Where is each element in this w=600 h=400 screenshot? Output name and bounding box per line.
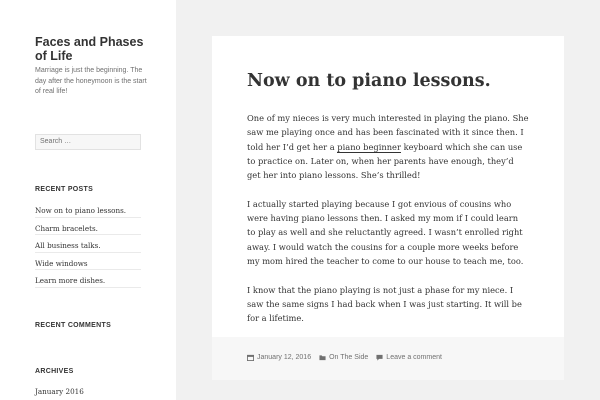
post-footer <box>212 337 564 380</box>
list-item <box>35 200 141 218</box>
piano-beginner-link[interactable]: piano beginner <box>337 141 401 152</box>
post-paragraph: I actually started playing because I got envious of cousins who were having piano lessons then. I asked my mom if I could learn to play as well and she reluctantly agreed. I wasn’t enrolled right away. I would watch the cousins for a couple more weeks before my mom hired the teacher to come to our house to teach me, too. <box>247 198 524 266</box>
leave-comment: Leave a comment <box>386 354 442 361</box>
sidebar <box>0 0 176 400</box>
site-title[interactable]: Faces and Phases of Life <box>35 35 144 63</box>
post-paragraph <box>247 111 529 182</box>
post-paragraph: I know that the piano playing is not just a phase for my niece. I saw the same signs I had back when I was just starting. It will be for a lifetime. <box>247 284 522 324</box>
recent-post-link[interactable]: Charm bracelets. <box>35 223 98 233</box>
recent-posts-list <box>35 200 141 288</box>
post-title[interactable]: Now on to piano lessons. <box>247 71 491 91</box>
post-date: January 12, 2016 <box>257 354 312 361</box>
recent-posts-heading: RECENT POSTS <box>35 186 94 193</box>
list-item <box>35 218 141 236</box>
calendar-icon <box>247 354 254 361</box>
recent-post-link[interactable]: Wide windows <box>35 258 88 268</box>
post-category: On The Side <box>329 354 369 361</box>
paragraph-text: One of my nieces is very much interested in playing the piano. She saw me playing once and has been fascinated with it since then. I told her I’d get her a <box>247 113 529 152</box>
post-article <box>212 36 564 380</box>
archive-link[interactable]: January 2016 <box>35 387 84 396</box>
search-input[interactable]: Search … <box>35 134 141 150</box>
post-content <box>247 111 529 340</box>
post-category-link[interactable] <box>319 354 368 361</box>
recent-post-link[interactable]: Learn more dishes. <box>35 276 106 285</box>
post-meta <box>247 354 442 361</box>
post-date-link[interactable] <box>247 354 311 361</box>
site-description: Marriage is just the beginning. The day after the honeymoon is the start of real life! <box>35 67 147 95</box>
recent-post-link[interactable]: Now on to piano lessons. <box>35 206 127 215</box>
recent-post-link[interactable]: All business talks. <box>35 241 101 250</box>
list-item <box>35 253 141 271</box>
archives-heading: ARCHIVES <box>35 368 74 375</box>
list-item <box>35 270 141 288</box>
folder-icon <box>319 354 326 361</box>
list-item <box>35 235 141 253</box>
leave-comment-link[interactable] <box>376 354 442 361</box>
paragraph-text: keyboard which she can use to practice on. Later on, when her parents have enough, they’d get her into piano lessons. She’s thrilled! <box>247 141 523 181</box>
comment-icon <box>376 354 383 361</box>
recent-comments-heading: RECENT COMMENTS <box>35 322 112 329</box>
